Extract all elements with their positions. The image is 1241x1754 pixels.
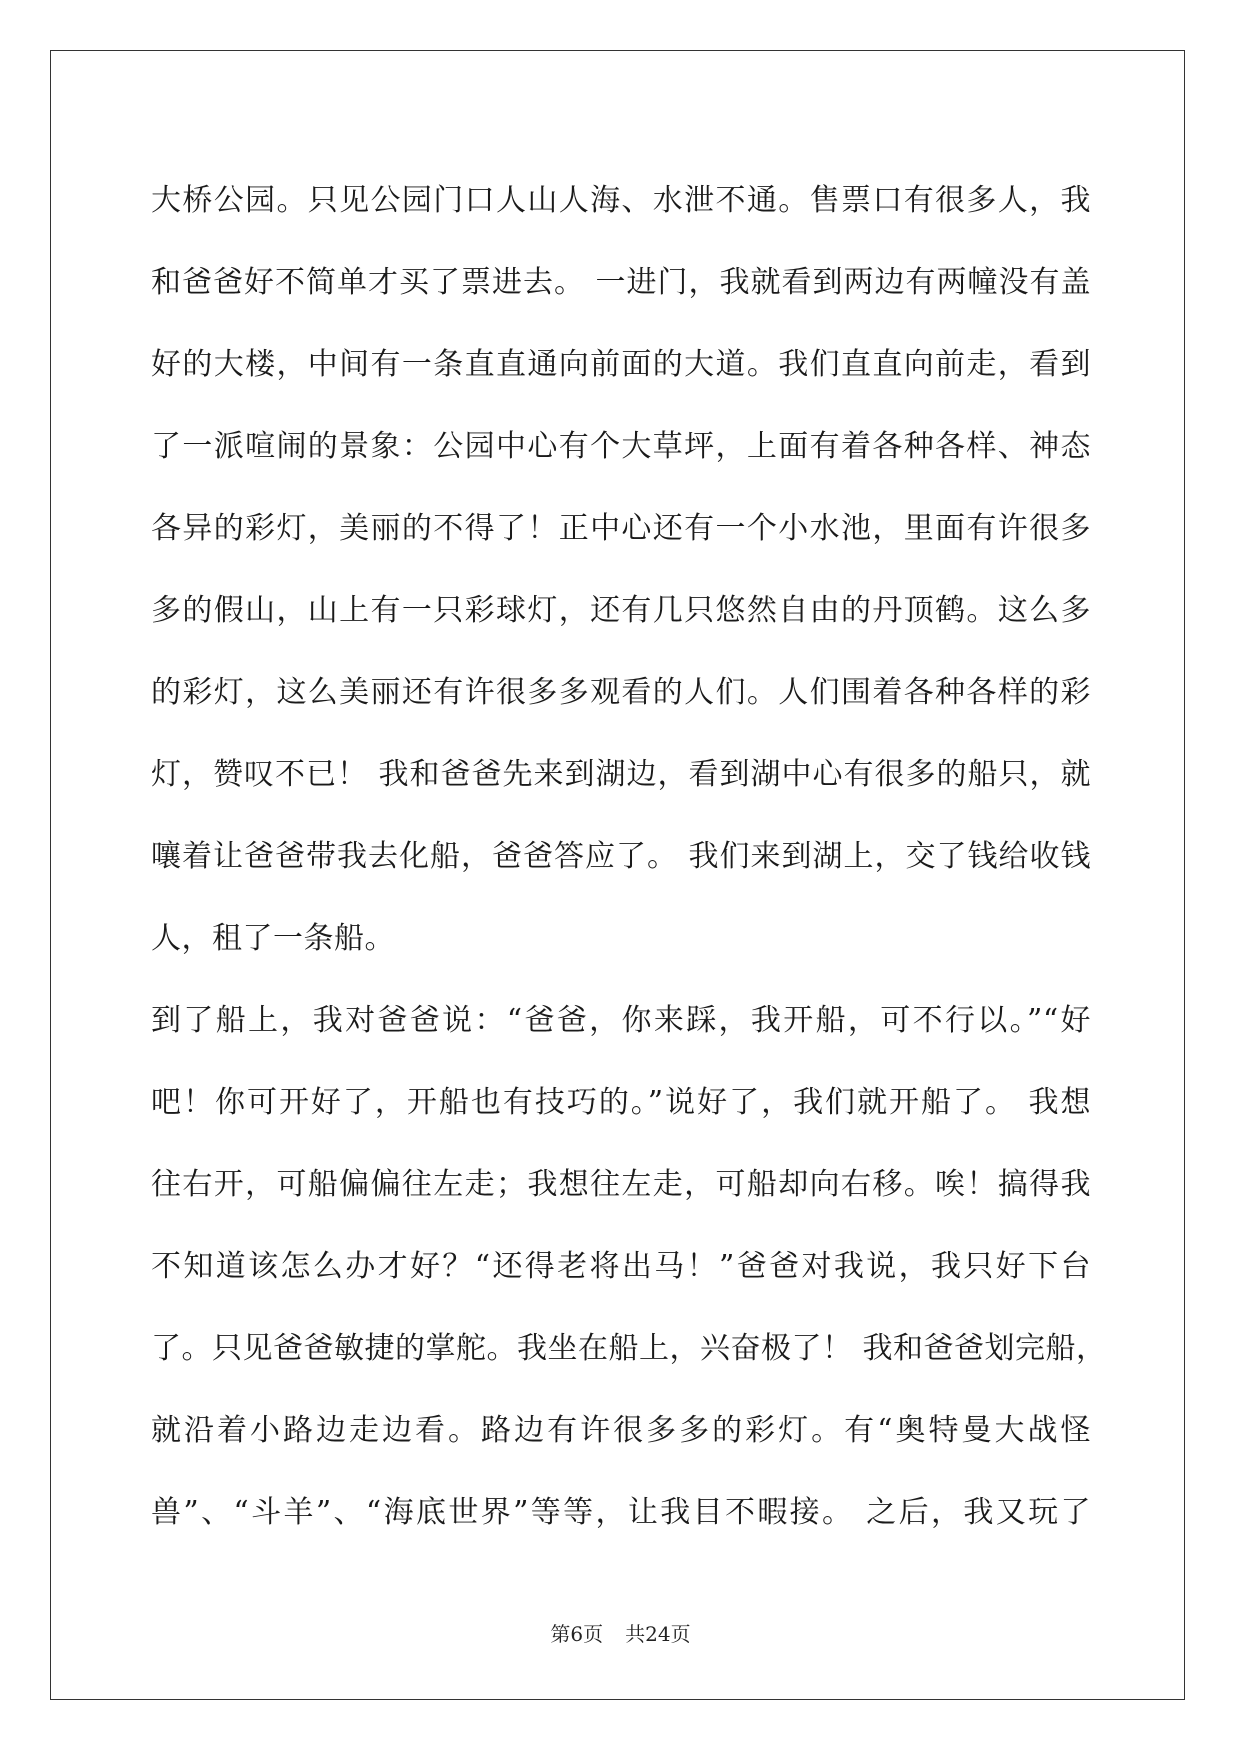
- total-pages: 共24页: [625, 1622, 691, 1646]
- page-footer: [0, 1622, 1241, 1646]
- text-line: 人，租了一条船。: [151, 921, 395, 956]
- text-line: 了一派喧闹的景象：公园中心有个大草坪，上面有着各种各样、神态: [151, 429, 1091, 464]
- text-line: 好的大楼，中间有一条直直通向前面的大道。我们直直向前走，看到: [151, 347, 1091, 382]
- text-line: 各异的彩灯，美丽的不得了！正中心还有一个小水池，里面有许很多: [151, 511, 1091, 546]
- text-line: 的彩灯，这么美丽还有许很多多观看的人们。人们围着各种各样的彩: [151, 675, 1091, 710]
- text-line: 往右开，可船偏偏往左走；我想往左走，可船却向右移。唉！搞得我: [151, 1167, 1091, 1202]
- paragraph-1: [151, 160, 1091, 980]
- text-line: 了。只见爸爸敏捷的掌舵。我坐在船上，兴奋极了！ 我和爸爸划完船，: [151, 1331, 1107, 1366]
- text-line: 就沿着小路边走边看。路边有许很多多的彩灯。有“奥特曼大战怪: [151, 1413, 1091, 1448]
- text-line: 到了船上，我对爸爸说：“爸爸，你来踩，我开船，可不行以。”“好: [151, 1003, 1091, 1038]
- text-line: 嚷着让爸爸带我去化船，爸爸答应了。 我们来到湖上，交了钱给收钱: [151, 839, 1091, 874]
- current-page-number: 第6页: [550, 1622, 604, 1646]
- text-line: 兽”、“斗羊”、“海底世界”等等，让我目不暇接。 之后，我又玩了: [151, 1495, 1091, 1530]
- paragraph-2: [151, 980, 1107, 1554]
- text-line: 大桥公园。只见公园门口人山人海、水泄不通。售票口有很多人，我: [151, 183, 1091, 218]
- document-body: [151, 160, 1107, 1554]
- text-line: 和爸爸好不简单才买了票进去。 一进门，我就看到两边有两幢没有盖: [151, 265, 1091, 300]
- text-line: 多的假山，山上有一只彩球灯，还有几只悠然自由的丹顶鹤。这么多: [151, 593, 1091, 628]
- text-line: 不知道该怎么办才好？“还得老将出马！”爸爸对我说，我只好下台: [151, 1249, 1091, 1284]
- text-line: 灯，赞叹不已！ 我和爸爸先来到湖边，看到湖中心有很多的船只，就: [151, 757, 1091, 792]
- text-line: 吧！你可开好了，开船也有技巧的。”说好了，我们就开船了。 我想: [151, 1085, 1091, 1120]
